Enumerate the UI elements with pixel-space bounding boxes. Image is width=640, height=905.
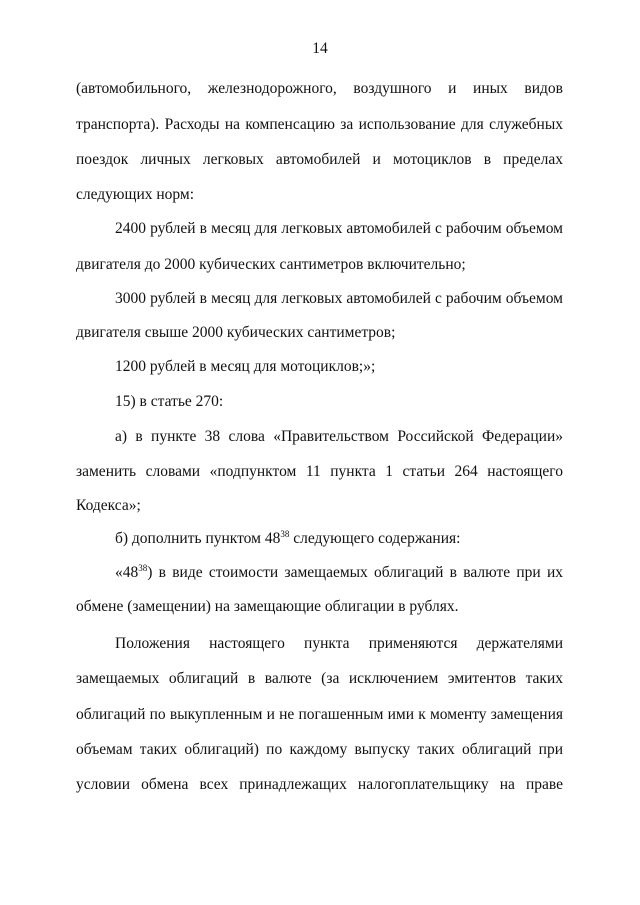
text-line: Кодекса»; [76,497,141,514]
text-line: Положения настоящего пункта применяются держателями [115,635,563,652]
superscript: 38 [280,529,290,539]
text-line: а) в пункте 38 слова «Правительством Российской Федерации» [115,428,563,445]
text-line: облигаций по выкупленным и не погашенным ими к моменту замещения [76,706,563,723]
text-line: замещаемых облигаций в валюте (за исключением эмитентов таких [76,670,563,687]
text-segment: ) в виде стоимости замещаемых облигаций в валюте при их [147,564,563,581]
text-segment: б) дополнить пунктом 48 [115,530,281,547]
text-line: транспорта). Расходы на компенсацию за использование для служебных [76,116,563,133]
text-line: объемам таких облигаций) по каждому выпуску таких облигаций при [76,741,563,758]
text-line [115,564,563,582]
page-number: 14 [312,40,328,57]
text-line: 1200 рублей в месяц для мотоциклов;»; [115,358,376,375]
text-line: двигателя до 2000 кубических сантиметров включительно; [76,256,466,273]
text-line: 3000 рублей в месяц для легковых автомобилей с рабочим объемом [115,290,563,307]
text-line: двигателя свыше 2000 кубических сантиметров; [76,324,396,341]
text-line: следующих норм: [76,186,195,203]
text-segment: «48 [115,564,139,581]
text-line: заменить словами «подпунктом 11 пункта 1 статьи 264 настоящего [76,463,563,480]
text-line: (автомобильного, железнодорожного, воздушного и иных видов [76,80,563,97]
text-line: 2400 рублей в месяц для легковых автомобилей с рабочим объемом [115,220,563,237]
text-line: условии обмена всех принадлежащих налогоплательщику на праве [76,776,563,793]
text-line [115,530,460,548]
text-segment: следующего содержания: [289,530,461,547]
text-line: 15) в статье 270: [115,393,224,410]
text-line: обмене (замещении) на замещающие облигации в рублях. [76,598,459,615]
superscript: 38 [138,563,148,573]
text-line: поездок личных легковых автомобилей и мотоциклов в пределах [76,151,563,168]
